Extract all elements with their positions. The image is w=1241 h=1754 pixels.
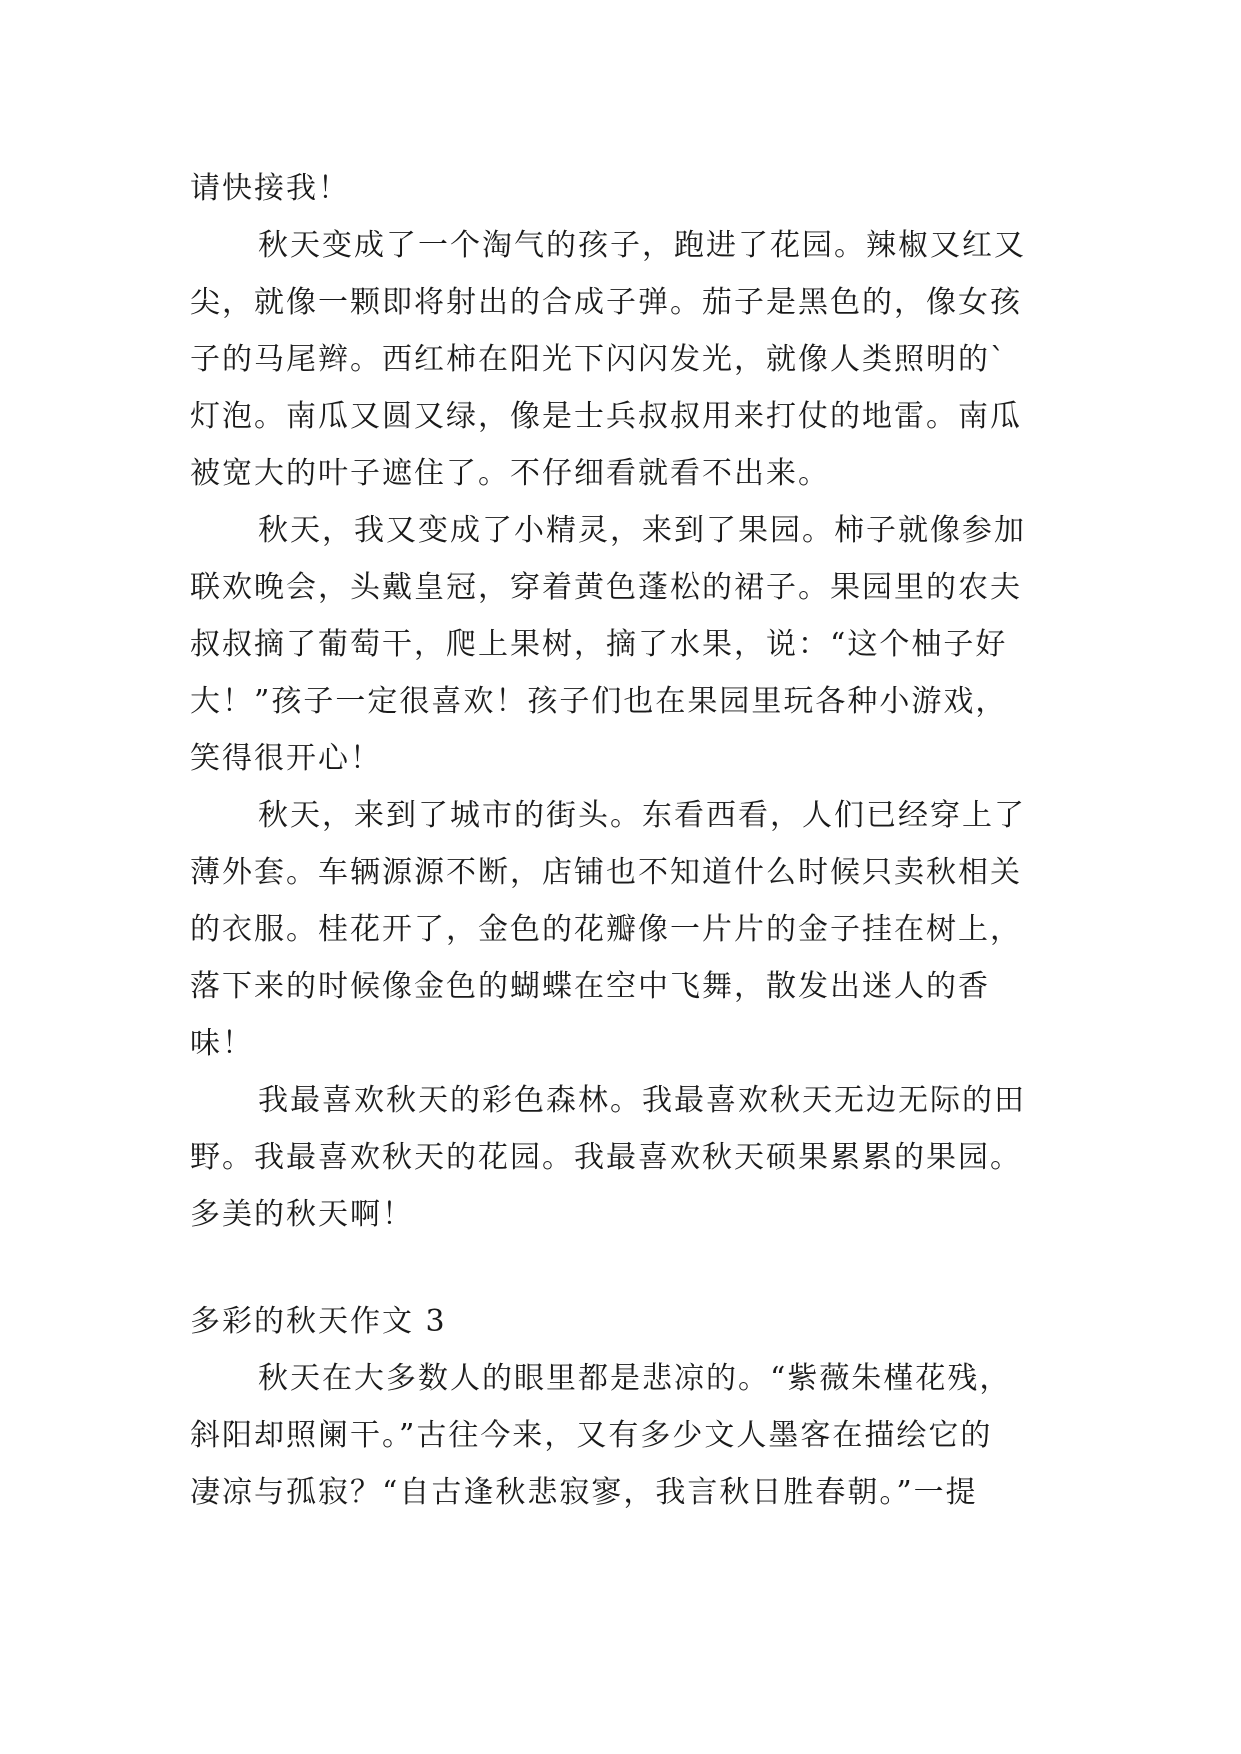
text-line: 多美的秋天啊！ <box>190 1197 414 1232</box>
text-line: 联欢晚会，头戴皇冠，穿着黄色蓬松的裙子。果园里的农夫 <box>190 570 1022 605</box>
text-line: 灯泡。南瓜又圆又绿，像是士兵叔叔用来打仗的地雷。南瓜 <box>190 399 1022 434</box>
text-line: 请快接我！ <box>190 171 350 206</box>
paragraph-start-line: 秋天，来到了城市的街头。东看西看，人们已经穿上了 <box>258 798 1026 833</box>
text-line: 叔叔摘了葡萄干，爬上果树，摘了水果，说：“这个柚子好 <box>190 627 1008 662</box>
text-line: 味！ <box>190 1026 254 1061</box>
section-gap <box>190 1243 1070 1293</box>
paragraph-start-line: 我最喜欢秋天的彩色森林。我最喜欢秋天无边无际的田 <box>258 1083 1026 1118</box>
paragraph-start-line: 秋天变成了一个淘气的孩子，跑进了花园。辣椒又红又 <box>258 228 1026 263</box>
text-line: 斜阳却照阑干。”古往今来，又有多少文人墨客在描绘它的 <box>190 1418 993 1453</box>
document-page <box>190 160 1070 1521</box>
text-line: 薄外套。车辆源源不断，店铺也不知道什么时候只卖秋相关 <box>190 855 1022 890</box>
text-line: 笑得很开心！ <box>190 741 382 776</box>
text-line: 被宽大的叶子遮住了。不仔细看就看不出来。 <box>190 456 830 491</box>
text-line: 大！”孩子一定很喜欢！孩子们也在果园里玩各种小游戏， <box>190 684 1008 719</box>
text-line: 野。我最喜欢秋天的花园。我最喜欢秋天硕果累累的果园。 <box>190 1140 1022 1175</box>
text-line: 凄凉与孤寂？“自古逢秋悲寂寥，我言秋日胜春朝。”一提 <box>190 1475 978 1510</box>
paragraph-start-line: 秋天在大多数人的眼里都是悲凉的。“紫薇朱槿花残， <box>258 1361 1012 1396</box>
text-line: 落下来的时候像金色的蝴蝶在空中飞舞，散发出迷人的香 <box>190 969 990 1004</box>
text-line: 子的马尾辫。西红柿在阳光下闪闪发光，就像人类照明的` <box>190 342 1007 377</box>
section-heading: 多彩的秋天作文 3 <box>190 1304 447 1339</box>
text-line: 的衣服。桂花开了，金色的花瓣像一片片的金子挂在树上， <box>190 912 1022 947</box>
paragraph-start-line: 秋天，我又变成了小精灵，来到了果园。柿子就像参加 <box>258 513 1026 548</box>
text-line: 尖，就像一颗即将射出的合成子弹。茄子是黑色的，像女孩 <box>190 285 1022 320</box>
